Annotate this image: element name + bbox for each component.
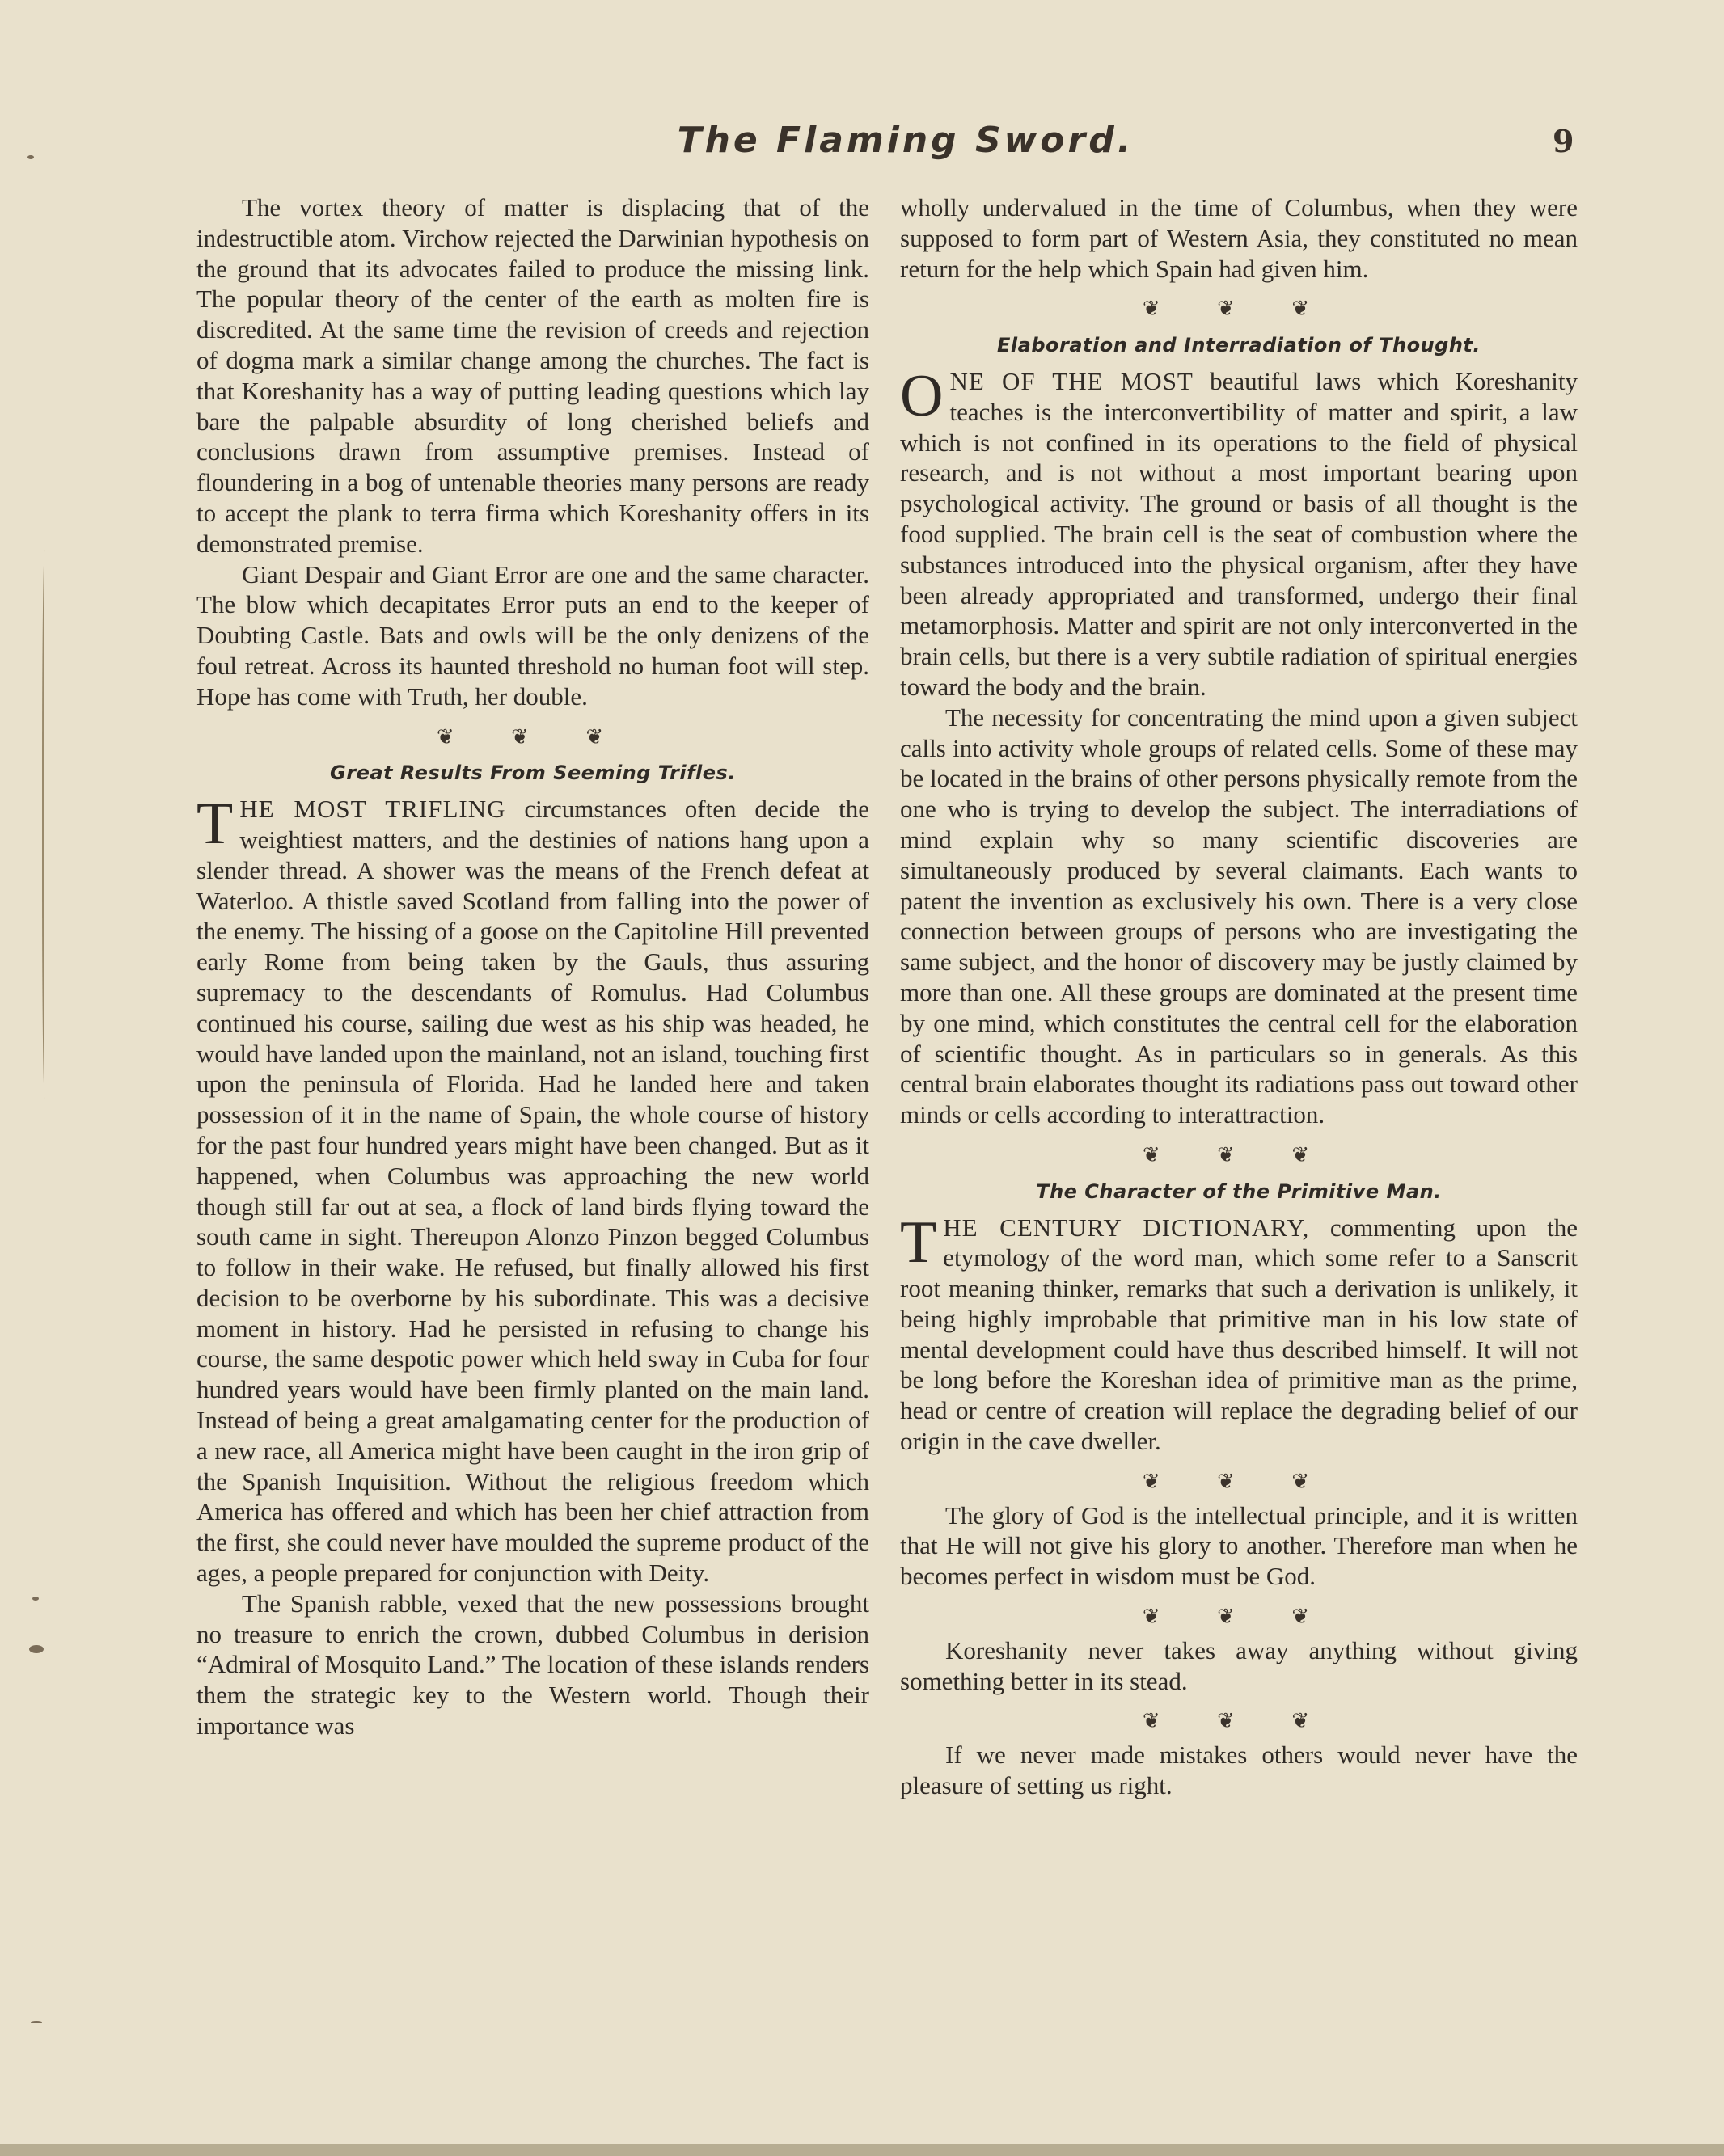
ornament-divider: ❦ ❦ ❦	[1142, 1469, 1336, 1493]
paragraph: The vortex theory of matter is displacing that of the indestructible atom. Virchow rejected the Darwinian hypothesis on the ground that its advocates failed to produce the missing link. The popular theory of the center of the earth as molten fire is discredited. At the same time the revision of creeds and rejection of dogma mark a similar change among the churches. The fact is that Koreshanity has a way of putting leading questions which lay bare the palpable absurdity of long cherished beliefs and conclusions drawn from assumptive premises. Instead of floundering in a bog of untenable theories many persons are ready to accept the plank to terra firma which Koreshanity offers in its demonstrated premise.	[196, 193, 869, 558]
paragraph-text: circumstances often decide the weightiest matters, and the destinies of nations hang upon a slender thread. A shower was the means of the French defeat at Waterloo. A thistle saved Scotland from falling into the power of the enemy. The hissing of a goose on the Capitoline Hill prevented early Rome from being taken by the Gauls, thus assuring supremacy to the descendants of Romulus. Had Columbus continued his course, sailing due west as his ship was headed, he would have landed upon the mainland, not an island, touching first upon the peninsula of Florida. Had he landed here and taken possession of it in the name of Spain, the whole course of history for the past four hundred years might have been changed. But as it happened, when Columbus was approaching the new world though still far out at sea, a flock of land birds flying toward the south came in sight. Thereupon Alonzo Pinzon begged Columbus to follow in their wake. He refused, but finally allowed his first decision to be overborne by his subordinate. This was a decisive moment in history. Had he persisted in refusing to change his course, the same despotic power which held sway in Cuba for four hundred years would have been firmly planted on the main land. Instead of being a great amalgamating center for the production of a new race, all America might have been caught in the iron grip of the Spanish Inquisition. Without the religious freedom which America has offered and which has been her chief attraction from the first, she could never have moulded the supreme product of the ages, a people prepared for conjunction with Deity.	[196, 795, 869, 1588]
paragraph-text: commenting upon the etymology of the word man, which some refer to a Sanscrit root meaning thinker, remarks that such a derivation is unlikely, it being highly improbable that primitive man in his low state of mental development could have thus described himself. It will not be long before the Koreshan idea of primitive man as the prime, head or centre of creation will replace the degrading belief of our origin in the cave dweller.	[900, 1213, 1578, 1456]
paragraph: The necessity for concentrating the mind upon a given subject calls into activity whole groups of related cells. Some of these may be located in the brains of other persons physically remote from the one who is trying to develop the subject. The interradiations of mind explain why so many scientific discoveries are simultaneously produced by several claimants. Each wants to patent the invention as exclusively his own. There is a very close connection between groups of persons who are investigating the same subject, and the honor of discovery may be justly claimed by more than one. All these groups are dominated at the present time by one mind, which constitutes the central cell for the elaboration of scientific thought. As in particulars so in generals. As this central brain elaborates thought its radiations pass out toward other minds or cells according to interattraction.	[900, 702, 1578, 1129]
section-title: Elaboration and Interradiation of Thought.	[997, 334, 1481, 357]
paragraph	[196, 791, 869, 1589]
paper-speck	[32, 1597, 39, 1601]
binding-thread	[42, 550, 49, 1099]
section-title: Great Results From Seeming Trifles.	[330, 762, 736, 785]
lead-in: HE MOST TRIFLING	[239, 795, 506, 824]
paragraph	[900, 1209, 1578, 1457]
right-column	[900, 192, 1578, 1801]
ornament-divider: ❦ ❦ ❦	[1142, 1709, 1336, 1733]
paragraph: Giant Despair and Giant Error are one and the same character. The blow which decapitates Error puts an end to the keeper of Doubting Castle. Bats and owls will be the only denizens of the foul retreat. Across its haunted threshold no human foot will step. Hope has come with Truth, her double.	[196, 559, 869, 711]
ornament-divider: ❦ ❦ ❦	[1142, 297, 1336, 321]
paragraph: Koreshanity never takes away anything without giving something better in its stead.	[900, 1635, 1578, 1695]
paragraph: If we never made mistakes others would never have the pleasure of setting us right.	[900, 1740, 1578, 1800]
paragraph-text: beautiful laws which Koreshanity teaches is the interconvertibility of matter and spirit, a law which is not confined in its operations to the field of physical research, and is not without a most important bearing upon psychological activity. The ground or basis of all thought is the food supplied. The brain cell is the seat of combustion where the substances introduced into the physical organism, after they have been already appropriated and transformed, undergo their final metamorphosis. Matter and spirit are not only interconverted in the brain cells, but there is a very subtile radiation of spiritual energies toward the body and the brain.	[900, 366, 1578, 701]
left-column	[196, 192, 869, 1741]
paragraph: wholly undervalued in the time of Columbus, when they were supposed to form part of Western Asia, they constituted no mean return for the help which Spain had given him.	[900, 193, 1578, 283]
section-title: The Character of the Primitive Man.	[1036, 1179, 1442, 1203]
page-header-title: The Flaming Sword.	[677, 120, 1135, 161]
paper-speck	[31, 2021, 42, 2023]
drop-cap: T	[900, 1209, 937, 1276]
page-bottom-edge	[0, 2144, 1724, 2156]
page-number: 9	[1553, 123, 1574, 159]
drop-cap: O	[900, 362, 944, 429]
paragraph: The Spanish rabble, vexed that the new possessions brought no treasure to enrich the crown, dubbed Columbus in derision “Admiral of Mosquito Land.” The location of these islands renders them the strategic key to the Western world. Though their importance was	[196, 1589, 869, 1740]
lead-in: HE CENTURY DICTIONARY,	[943, 1213, 1310, 1242]
lead-in: NE OF THE MOST	[949, 366, 1194, 395]
ornament-divider: ❦ ❦ ❦	[1142, 1142, 1336, 1167]
drop-cap: T	[196, 791, 234, 858]
paragraph	[900, 362, 1578, 702]
paragraph: The glory of God is the intellectual principle, and it is written that He will not give his glory to another. Therefore man when he becomes perfect in wisdom must be God.	[900, 1500, 1578, 1591]
ornament-divider: ❦ ❦ ❦	[1142, 1605, 1336, 1629]
paper-speck	[29, 1645, 44, 1653]
ornament-divider: ❦ ❦ ❦	[436, 724, 630, 749]
paper-speck	[27, 155, 34, 159]
